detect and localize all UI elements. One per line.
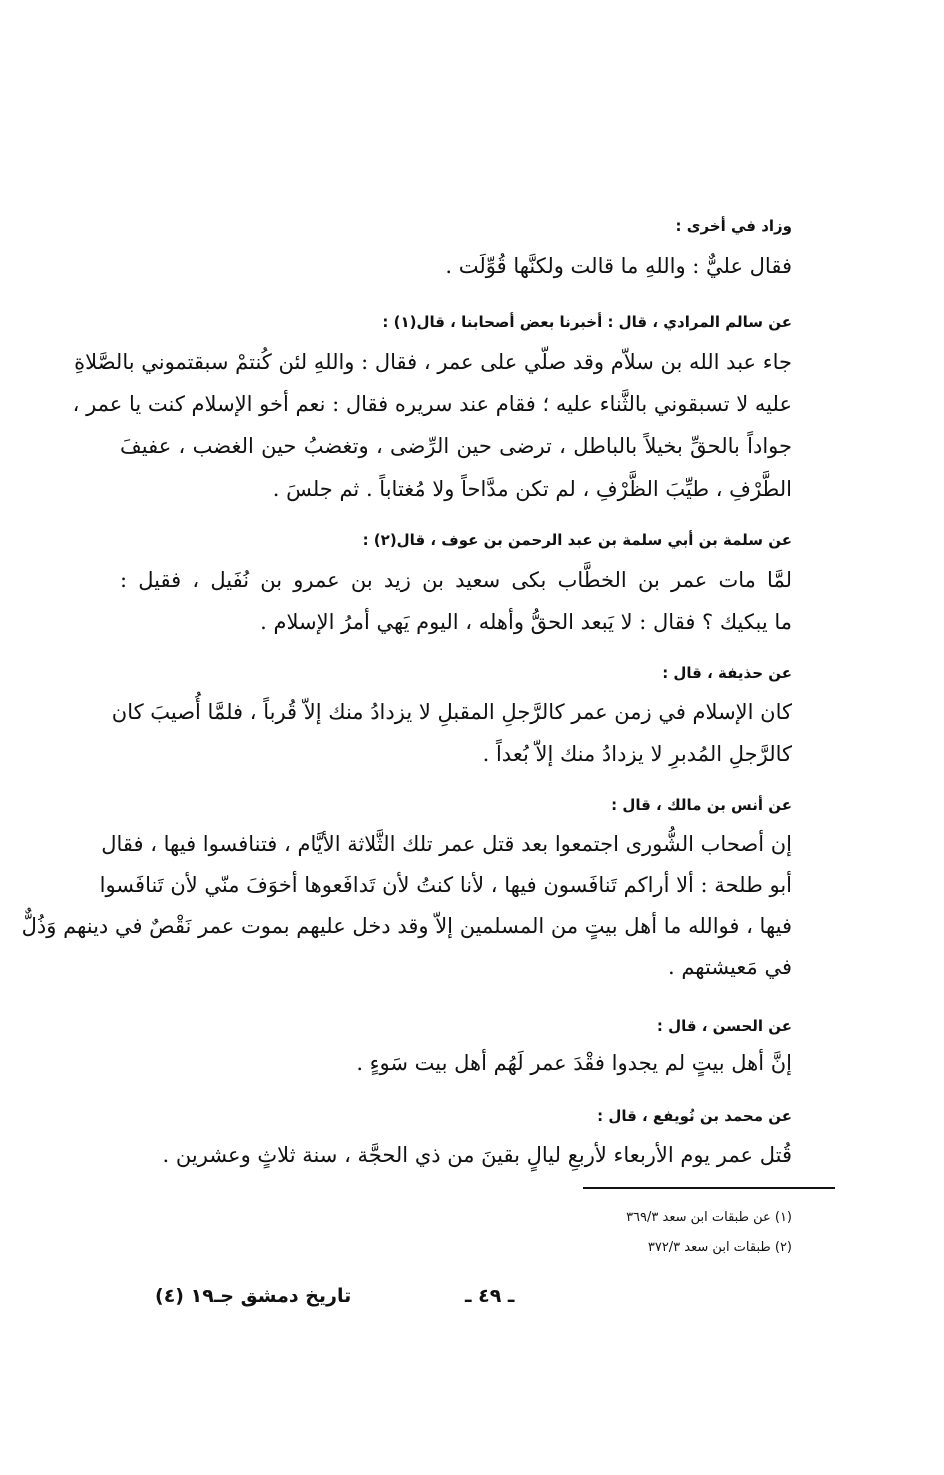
section-heading: عن محمد بن نُويفع ، قال : (597, 1107, 792, 1125)
footnote: (١) عن طبقات ابن سعد ٣٦٩/٣ (626, 1210, 792, 1225)
paragraph-line: إن أصحاب الشُّورى اجتمعوا بعد قتل عمر تلك الثَّلاثة الأيَّام ، فتنافسوا فيها ، فقال (101, 832, 792, 856)
paragraph-line: جاء عبد الله بن سلاّم وقد صلّي على عمر ، فقال : واللهِ لئن كُنتمْ سبقتموني بالصَّلاةِ (74, 350, 792, 374)
page-number: ـ ٤٩ ـ (465, 1285, 515, 1307)
section-heading: عن سلمة بن أبي سلمة بن عبد الرحمن بن عوف ، قال(٢) : (362, 531, 792, 549)
paragraph-line: في مَعيشتهم . (667, 955, 792, 979)
paragraph-line: قُتل عمر يوم الأربعاء لأربعِ ليالٍ بقينَ من ذي الحجَّة ، سنة ثلاثٍ وعشرين . (162, 1143, 792, 1167)
section-heading: عن سالم المرادي ، قال : أخبرنا بعض أصحابنا ، قال(١) : (382, 313, 792, 331)
paragraph-line: لمَّا مات عمر بن الخطَّاب بكى سعيد بن زيد بن عمرو بن نُفَيل ، فقيل : (120, 568, 792, 592)
section-heading: عن أنس بن مالك ، قال : (611, 796, 792, 814)
section-heading: وزاد في أخرى : (675, 217, 792, 235)
section-heading: عن حذيفة ، قال : (662, 664, 792, 682)
footnote: (٢) طبقات ابن سعد ٣٧٢/٣ (647, 1240, 792, 1255)
paragraph-line: جواداً بالحقِّ بخيلاً بالباطل ، ترضى حين الرِّضى ، وتغضبُ حين الغضب ، عفيفَ (120, 434, 792, 458)
paragraph-line: الطَّرْفِ ، طيِّبَ الظَّرْفِ ، لم تكن مدَّاحاً ولا مُغتاباً . ثم جلسَ . (272, 477, 792, 501)
paragraph-line: ما يبكيك ؟ فقال : لا يَبعد الحقُّ وأهله ، اليوم يَهي أمرُ الإسلام . (260, 610, 792, 634)
footnote-divider (583, 1187, 835, 1189)
paragraph-line: إنَّ أهل بيتٍ لم يجدوا فقْدَ عمر لَهُم أهل بيت سَوءٍ . (356, 1051, 792, 1075)
paragraph-line: فيها ، فوالله ما أهل بيتٍ من المسلمين إلاّ وقد دخل عليهم بموت عمر نَقْصٌ في دينهم وَذُلٌّ (21, 914, 792, 938)
paragraph-line: أبو طلحة : ألا أراكم تَنافَسون فيها ، لأنا كنتُ لأن تَدافَعوها أخوَفَ منّي لأن تَنافَسوا (99, 873, 792, 897)
paragraph-line: عليه لا تسبقوني بالثَّناء عليه ؛ فقام عند سريره فقال : نعم أخو الإسلام كنت يا عمر ، (72, 392, 792, 416)
paragraph-line: فقال عليٌّ : واللهِ ما قالت ولكنَّها قُوِّلَت . (445, 254, 792, 278)
book-title: تاريخ دمشق جـ١٩ (٤) (155, 1285, 352, 1307)
paragraph-line: كالرَّجلِ المُدبرِ لا يزدادُ منك إلاّ بُعداً . (482, 742, 792, 766)
paragraph-line: كان الإسلام في زمن عمر كالرَّجلِ المقبلِ لا يزدادُ منك إلاّ قُرباً ، فلمَّا أُصيبَ كان (111, 700, 792, 724)
section-heading: عن الحسن ، قال : (656, 1017, 792, 1035)
